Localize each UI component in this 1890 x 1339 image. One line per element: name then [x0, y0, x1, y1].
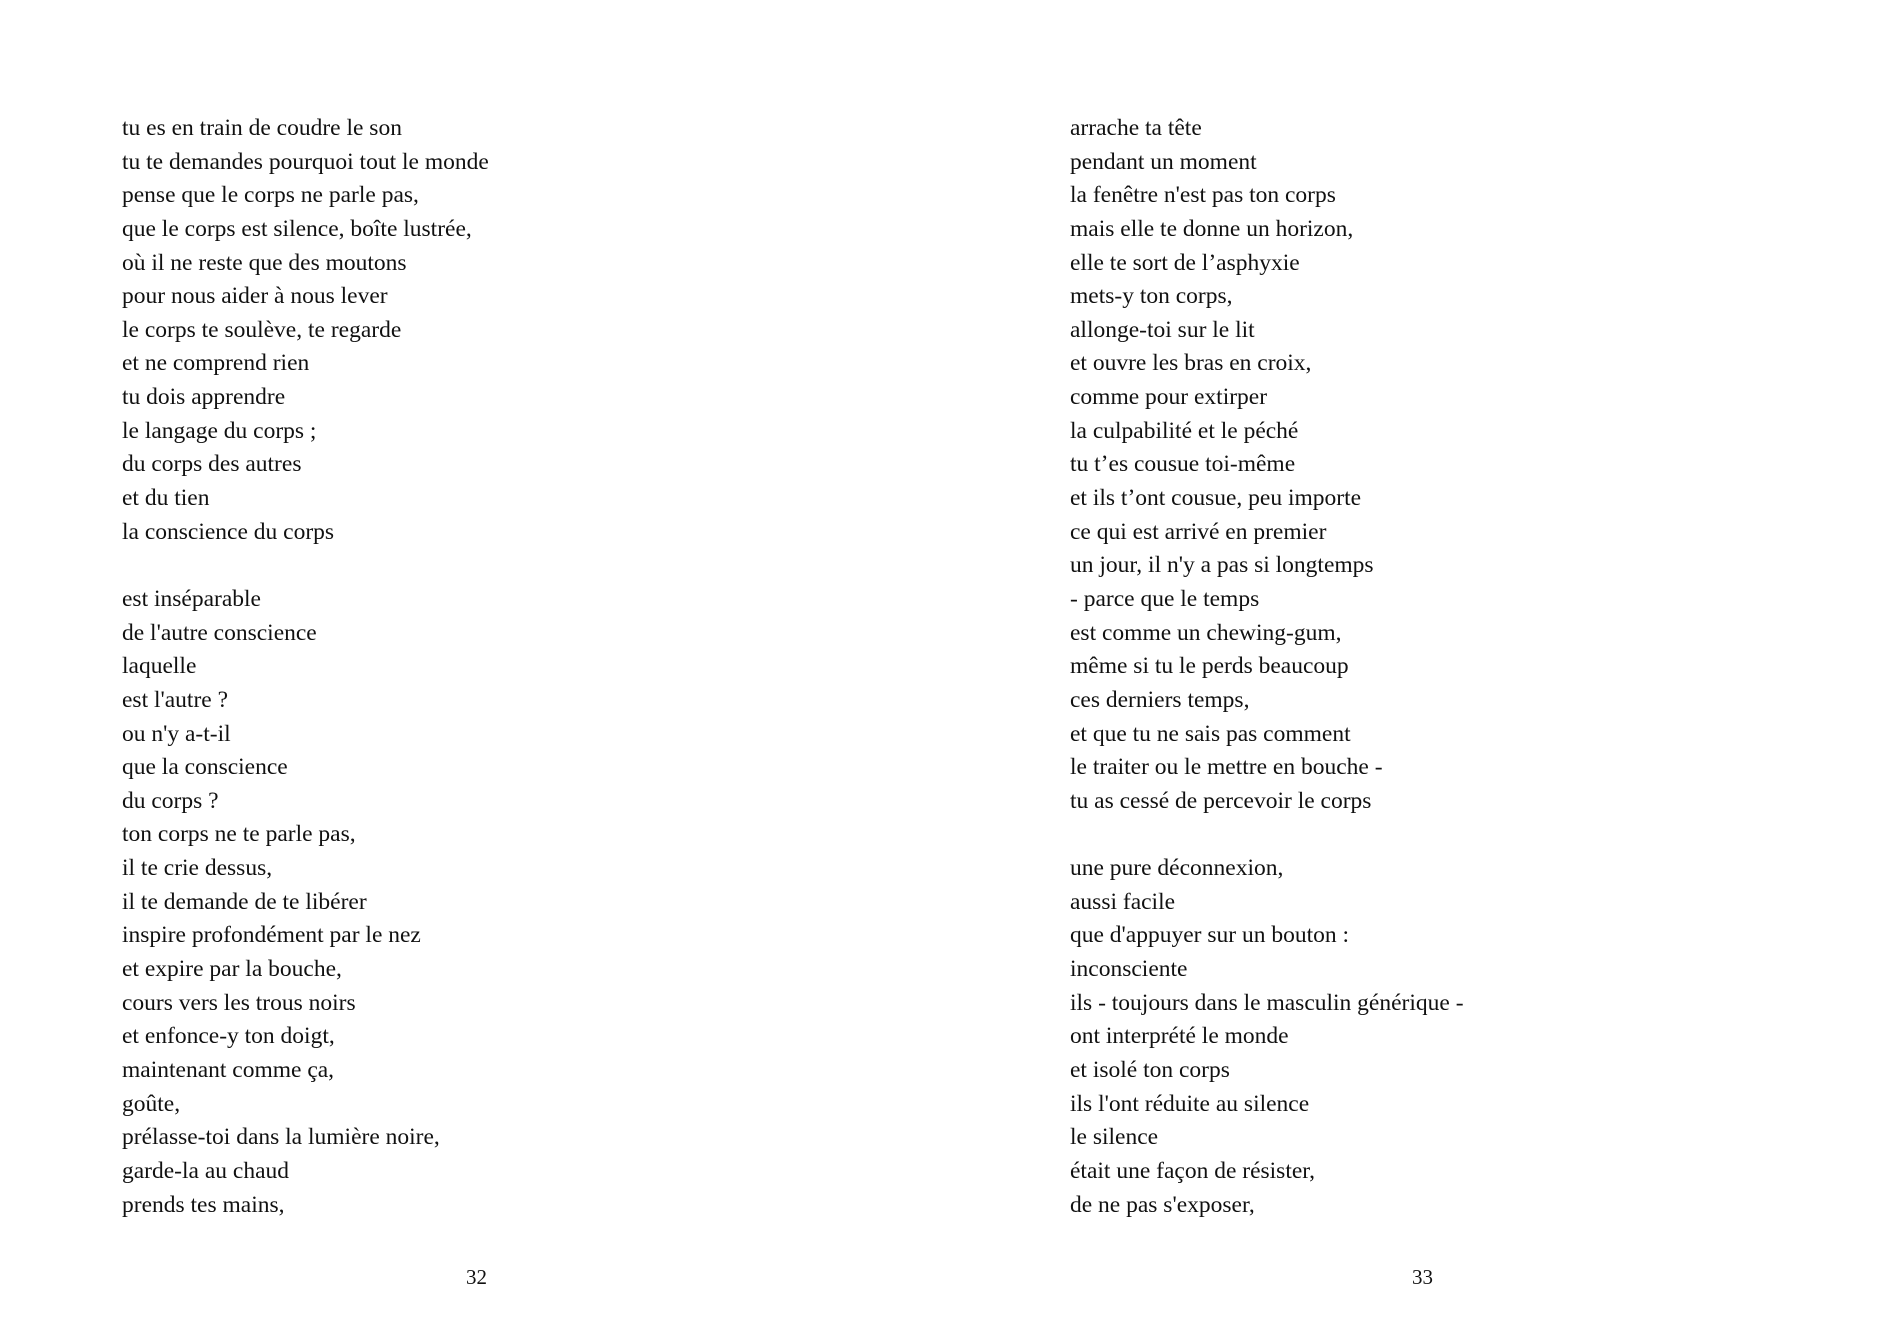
poem-line: pour nous aider à nous lever [122, 283, 388, 310]
poem-line: du corps ? [122, 787, 219, 814]
poem-line: le silence [1070, 1124, 1159, 1151]
poem-line: tu as cessé de percevoir le corps [1070, 787, 1372, 814]
poem-line: de l'autre conscience [122, 619, 317, 646]
poem-line: ton corps ne te parle pas, [122, 821, 356, 848]
poem-line: que la conscience [122, 754, 288, 781]
poem-line: la fenêtre n'est pas ton corps [1070, 182, 1336, 209]
poem-line [122, 549, 489, 583]
poem-line: tu dois apprendre [122, 384, 286, 411]
poem-line: inspire profondément par le nez [122, 922, 421, 949]
poem-line: la culpabilité et le péché [1070, 417, 1299, 444]
poem-line: le langage du corps ; [122, 417, 317, 444]
poem-line: aussi facile [1070, 888, 1176, 915]
poem-line: est inséparable [122, 585, 261, 612]
poem-line: tu te demandes pourquoi tout le monde [122, 148, 489, 175]
poem-text-right [1070, 112, 1464, 1222]
poem-line: même si tu le perds beaucoup [1070, 653, 1349, 680]
poem-line: et ils t’ont cousue, peu importe [1070, 485, 1362, 512]
poem-line: mais elle te donne un horizon, [1070, 215, 1354, 242]
poem-line: cours vers les trous noirs [122, 989, 356, 1016]
poem-line: de ne pas s'exposer, [1070, 1191, 1255, 1218]
poem-line: mets-y ton corps, [1070, 283, 1233, 310]
poem-line: pense que le corps ne parle pas, [122, 182, 419, 209]
poem-line: était une façon de résister, [1070, 1157, 1316, 1184]
poem-line: - parce que le temps [1070, 585, 1260, 612]
poem-line: où il ne reste que des moutons [122, 249, 407, 276]
poem-line: un jour, il n'y a pas si longtemps [1070, 552, 1374, 579]
poem-line: comme pour extirper [1070, 384, 1268, 411]
poem-line: et isolé ton corps [1070, 1056, 1230, 1083]
poem-line: que d'appuyer sur un bouton : [1070, 922, 1350, 949]
poem-line: ont interprété le monde [1070, 1023, 1289, 1050]
poem-line: du corps des autres [122, 451, 302, 478]
poem-line: et ouvre les bras en croix, [1070, 350, 1312, 377]
poem-line: prélasse-toi dans la lumière noire, [122, 1124, 440, 1151]
poem-line: ces derniers temps, [1070, 686, 1250, 713]
poem-line: inconsciente [1070, 956, 1188, 983]
poem-line: et du tien [122, 485, 210, 512]
poem-line: et enfonce-y ton doigt, [122, 1023, 335, 1050]
right-page [945, 0, 1890, 1339]
poem-line: est comme un chewing-gum, [1070, 619, 1342, 646]
poem-line: maintenant comme ça, [122, 1056, 335, 1083]
poem-line: prends tes mains, [122, 1191, 285, 1218]
poem-line: la conscience du corps [122, 518, 335, 545]
poem-line: ou n'y a-t-il [122, 720, 231, 747]
poem-line: il te demande de te libérer [122, 888, 367, 915]
poem-line [1070, 818, 1464, 852]
page-number-right: 33 [1412, 1265, 1433, 1289]
poem-line: ils l'ont réduite au silence [1070, 1090, 1310, 1117]
poem-line: allonge-toi sur le lit [1070, 316, 1255, 343]
poem-line: est l'autre ? [122, 686, 229, 713]
poem-line: ce qui est arrivé en premier [1070, 518, 1327, 545]
poem-line: goûte, [122, 1090, 181, 1117]
poem-line: garde-la au chaud [122, 1157, 290, 1184]
poem-line: ils - toujours dans le masculin générique - [1070, 989, 1464, 1016]
poem-line: tu t’es cousue toi-même [1070, 451, 1296, 478]
poem-line: et ne comprend rien [122, 350, 310, 377]
poem-line: une pure déconnexion, [1070, 855, 1284, 882]
poem-line: tu es en train de coudre le son [122, 115, 402, 141]
page-number-left: 32 [466, 1265, 487, 1289]
poem-line: que le corps est silence, boîte lustrée, [122, 215, 472, 242]
poem-line: arrache ta tête [1070, 115, 1202, 141]
poem-line: et que tu ne sais pas comment [1070, 720, 1351, 747]
poem-text-left [122, 112, 489, 1222]
poem-line: elle te sort de l’asphyxie [1070, 249, 1300, 276]
poem-line: et expire par la bouche, [122, 956, 342, 983]
poem-line: le corps te soulève, te regarde [122, 316, 402, 343]
poem-line: laquelle [122, 653, 197, 680]
poem-line: il te crie dessus, [122, 855, 273, 882]
poem-line: pendant un moment [1070, 148, 1257, 175]
poem-line: le traiter ou le mettre en bouche - [1070, 754, 1383, 781]
